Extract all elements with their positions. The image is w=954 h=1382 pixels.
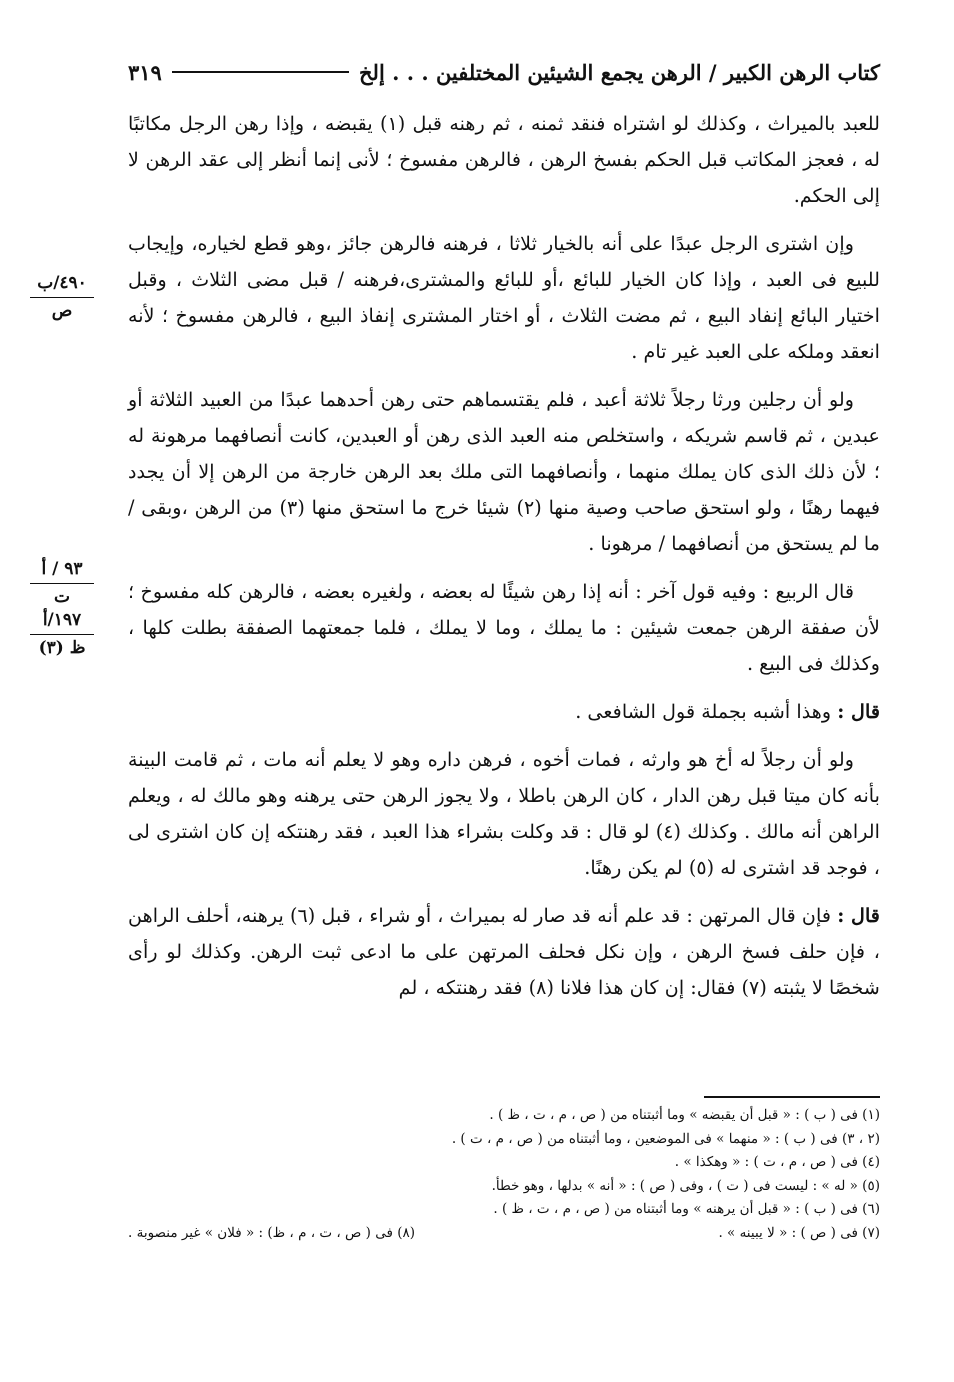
header-rule	[172, 71, 349, 73]
footnotes	[128, 1104, 880, 1245]
paragraph: للعبد بالميراث ، وكذلك لو اشتراه فنقد ثمنه ، ثم رهنه قبل (١) يقبضه ، وإذا رهن الرجل مكاتبًا له ، فعجز المكاتب قبل الحكم بفسخ الرهن ، فالرهن مفسوخ ؛ لأنى إنما أنظر إلى عقد الرهن لا إلى الحكم.	[128, 112, 880, 207]
footnote: (٢ ، ٣) فى ( ب ) : « منهما » فى الموضعين ، وما أثبتناه من ( ص ، م ، ت ) .	[451, 1130, 880, 1147]
paragraph: ولو أن رجلاً له أخ هو وارثه ، فمات أخوه ، فرهن داره وهو لا يعلم أنه مات ، ثم قامت البينة بأنه كان ميتا قبل رهن الدار ، كان الرهن باطلا ، ولا يجوز الرهن حتى يرهنه وهو مالك له ، ويعلم الراهن أنه مالك . وكذلك (٤) لو قال : قد وكلت بشراء هذا العبد ، فقد رهنتكه إن كان اشترى لى ، فوجد قد اشترى له (٥) لم يكن رهنًا.	[128, 748, 880, 879]
paragraph-lead: قال :	[837, 904, 880, 927]
manuscript-folio-note: ٩٣ / أ ت ١٩٧/أ ظ (٣)	[20, 558, 104, 660]
note-divider	[30, 634, 94, 635]
running-title: كتاب الرهن الكبير / الرهن يجمع الشيئين المختلفين . . . إلخ	[358, 59, 880, 85]
footnote-separator	[704, 1096, 880, 1098]
page-header	[128, 52, 880, 92]
footnote-row	[128, 1222, 880, 1246]
paragraph-lead: قال :	[837, 700, 880, 723]
note-divider	[30, 297, 94, 298]
paragraph: قال : فإن قال المرتهن : قد علم أنه قد صار له بميراث ، أو شراء ، قبل (٦) يرهنه، أحلف الراهن ، فإن حلف فسخ الرهن ، وإن نكل فحلف المرتهن على ما ادعى ثبت الرهن. وكذلك لو رأى شخصًا لا يثبته (٧) فقال: إن كان هذا فلانا (٨) فقد رهنتكه ، لم	[128, 904, 880, 999]
paragraph: قال الربيع : وفيه قول آخر : أنه إذا رهن شيئًا له بعضه ، ولغيره بعضه ، فالرهن كله مفسوخ ؛ لأن صفقة الرهن جمعت شيئين : ما يملك ، وما لا يملك ، فلما جمعتهما الصفقة بطلت كلها ، وكذلك فى البيع .	[128, 580, 880, 675]
manuscript-folio-note: ٤٩٠/ب ص	[20, 272, 104, 323]
footnote: (٧) فى ( ص ) : « لا يبينه » .	[718, 1224, 880, 1241]
main-text	[128, 106, 880, 1018]
paragraph: قال : وهذا أشبه بجملة قول الشافعى .	[575, 700, 880, 723]
footnote: (٤) فى ( ص ، م ، ت ) : « وهكذا » .	[674, 1154, 880, 1170]
footnote: (٨) فى ( ص ، ت ، م ، ظ) : « فلان » غير منصوبة .	[128, 1224, 416, 1241]
page-number: ٣١٩	[128, 59, 162, 85]
footnote: (٦) فى ( ب ) : « قبل أن يرهنه » وما أثبتناه من ( ص ، م ، ت ، ظ ) .	[493, 1201, 880, 1217]
paragraph: ولو أن رجلين ورثا رجلاً ثلاثة أعبد ، فلم يقتسماهم حتى رهن أحدهما عبدًا من العبيد الثلاثة أو عبدين ، ثم قاسم شريكه ، واستخلص منه العبد الذى رهن أو العبدين، كانت أنصافهما مرهونة له ؛ لأن ذلك الذى كان يملك منهما ، وأنصافهما التى ملك بعد الرهن خارجة من الرهن إلا أن يجدد فيهما رهنًا ، ولو استحق صاحب وصية منها (٢) شيئا خرج ما استحق منها (٣) من الرهن ،وبقى / ما لم يستحق من أنصافهما / مرهونا .	[128, 388, 881, 555]
footnote: (١) فى ( ب ) : « قبل أن يقبضه » وما أثبتناه من ( ص ، م ، ت ، ظ ) .	[489, 1107, 880, 1123]
paragraph: وإن اشترى الرجل عبدًا على أنه بالخيار ثلاثا ، فرهنه فالرهن جائز ،وهو قطع لخياره، وإيجاب للبيع فى العبد ، وإذا كان الخيار للبائع ،أو للبائع والمشترى،فرهنه / قبل مضى الثلاث ، وقبل اختيار البائع إنفاد البيع ، ثم مضت الثلاث ، أو اختار المشترى إنفاذ البيع ، فالرهن مفسوخ ؛ لأنه انعقد وملكه على العبد غير تام .	[128, 232, 880, 363]
footnote: (٥) « له » : ليست فى ( ت ) ، وفى ( ص ) : « أنه » بدلها ، وهو خطأ.	[491, 1177, 880, 1194]
note-divider	[30, 583, 94, 584]
